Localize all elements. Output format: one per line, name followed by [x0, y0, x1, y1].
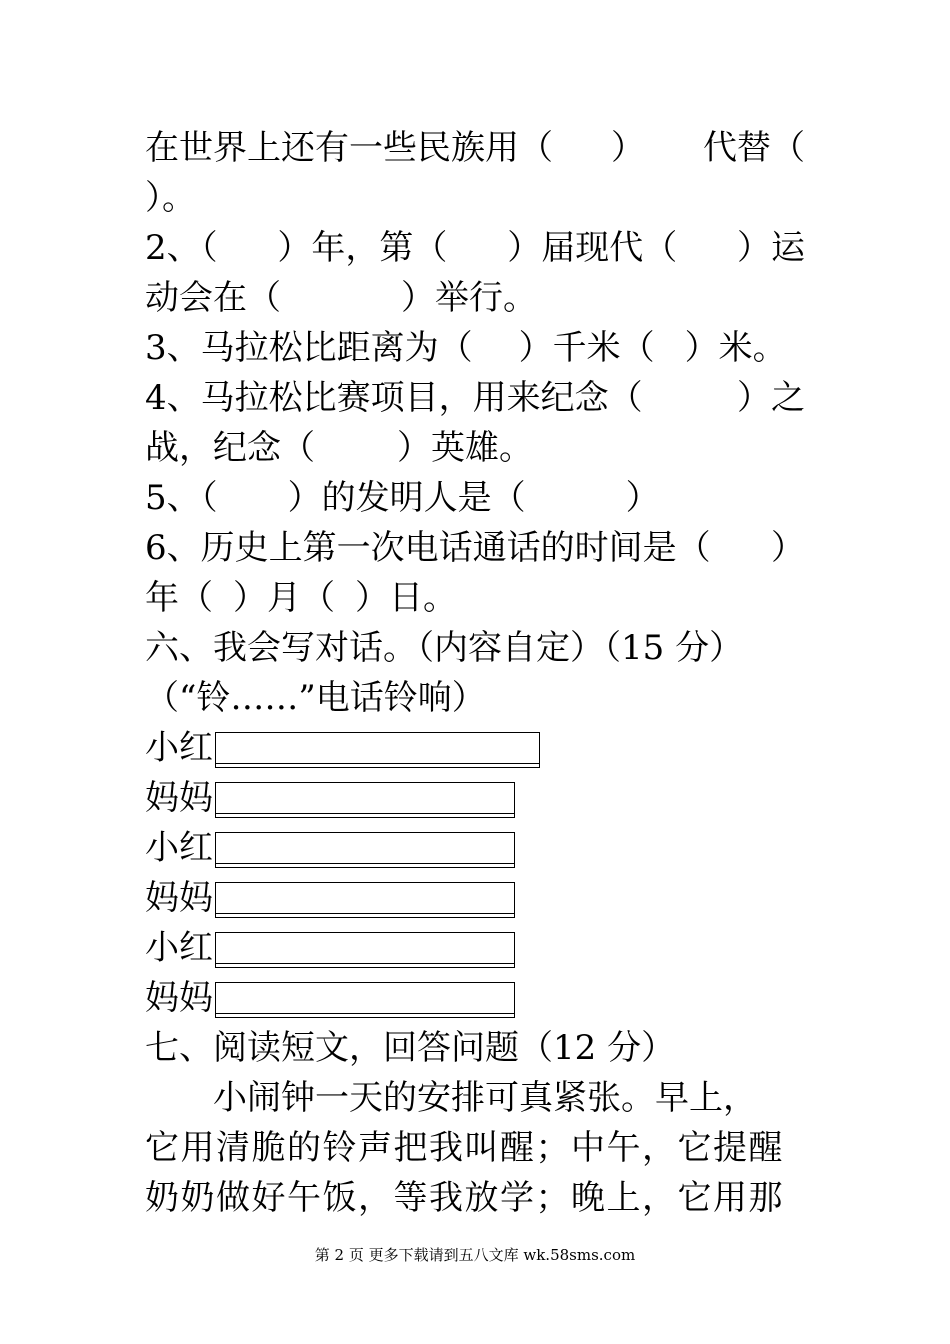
question-2-line-1	[145, 228, 805, 268]
text-segment: 动会在（	[145, 278, 281, 318]
text-segment: ）之	[737, 378, 805, 418]
dialog-row	[145, 728, 540, 768]
text-line: ）。	[145, 178, 196, 218]
passage-text: 小闹钟一天的安排可真紧张。早上，	[145, 1078, 757, 1118]
text-segment: 2、（	[145, 228, 218, 268]
text-segment: 战，纪念（	[145, 428, 315, 468]
speaker-label: 小红	[145, 928, 213, 968]
text-segment: ）	[625, 478, 660, 518]
section-7-title: 七、阅读短文，回答问题（12 分）	[145, 1028, 676, 1068]
answer-field[interactable]	[215, 732, 540, 768]
section-6-title: 六、我会写对话。（内容自定）（15 分）	[145, 628, 744, 668]
dialog-row	[145, 978, 515, 1018]
text-line	[145, 128, 805, 168]
answer-field[interactable]	[215, 982, 515, 1018]
passage-line: 它用清脆的铃声把我叫醒；中午，它提醒	[145, 1128, 784, 1168]
speaker-label: 小红	[145, 728, 213, 768]
passage-line	[145, 1078, 805, 1118]
text-segment: 3、马拉松比距离为（	[145, 328, 473, 368]
text-segment: 在世界上还有一些民族用（	[145, 128, 553, 168]
dialog-row	[145, 928, 515, 968]
dialog-row	[145, 828, 515, 868]
question-6-line-1	[145, 528, 805, 568]
question-3	[145, 328, 805, 368]
text-segment: 5、（	[145, 478, 218, 518]
answer-field[interactable]	[215, 882, 515, 918]
speaker-label: 妈妈	[145, 978, 213, 1018]
text-segment: ）	[611, 128, 645, 168]
text-segment: ）年，第（	[277, 228, 448, 268]
question-4-line-2	[145, 428, 805, 468]
section-6-prompt: （“铃……”电话铃响）	[145, 678, 486, 718]
text-segment: ）举行。	[401, 278, 537, 318]
question-2-line-2	[145, 278, 805, 318]
question-6-line-2	[145, 578, 805, 618]
text-segment: ）千米（	[518, 328, 655, 368]
text-segment: ）	[771, 528, 805, 568]
text-segment: ）米。	[684, 328, 787, 368]
text-segment: 年（	[145, 578, 213, 618]
answer-field[interactable]	[215, 832, 515, 868]
text-segment: 代替（	[703, 128, 805, 168]
text-segment: ）届现代（	[507, 228, 678, 268]
question-5	[145, 478, 805, 518]
page-footer: 第 2 页 更多下载请到五八文库 wk.58sms.com	[314, 1246, 636, 1264]
question-4-line-1	[145, 378, 805, 418]
speaker-label: 妈妈	[145, 878, 213, 918]
text-segment: ）日。	[355, 578, 457, 618]
speaker-label: 小红	[145, 828, 213, 868]
dialog-row	[145, 778, 515, 818]
text-segment: ）运	[736, 228, 805, 268]
answer-field[interactable]	[215, 932, 515, 968]
text-segment: ）月（	[233, 578, 335, 618]
text-segment: 6、历史上第一次电话通话的时间是（	[145, 528, 711, 568]
speaker-label: 妈妈	[145, 778, 213, 818]
dialog-row	[145, 878, 515, 918]
text-segment: 4、马拉松比赛项目，用来纪念（	[145, 378, 643, 418]
text-segment: ）英雄。	[397, 428, 533, 468]
text-segment: ）的发明人是（	[287, 478, 526, 518]
answer-field[interactable]	[215, 782, 515, 818]
passage-line: 奶奶做好午饭，等我放学；晚上，它用那	[145, 1178, 784, 1218]
